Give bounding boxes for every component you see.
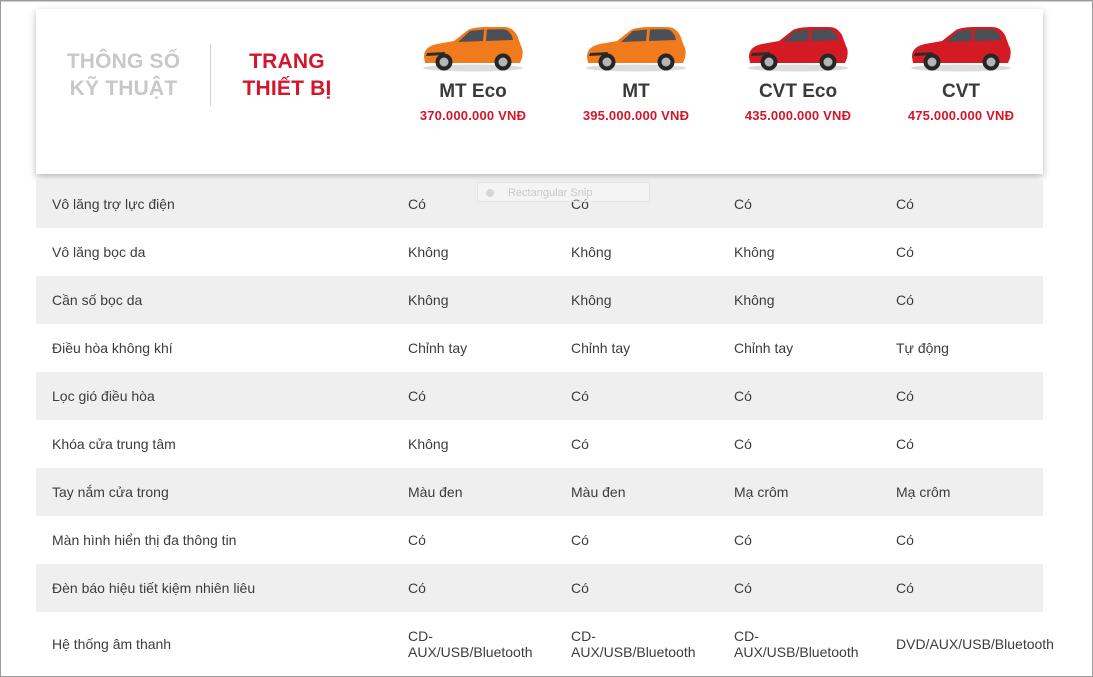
value-cvt-eco: Có [734,196,752,212]
value-mt: Không [571,292,612,308]
car-orange-icon [580,21,692,73]
value-cvt: Có [896,436,914,452]
value-mt-eco: Không [408,292,449,308]
car-red-icon [905,21,1017,73]
tab-equipment[interactable] [226,48,348,102]
value-cvt-eco: Có [734,532,752,548]
table-row [36,612,1054,676]
table-row [36,276,1043,324]
value-cvt: Mạ crôm [896,484,951,500]
value-mt: Màu đen [571,484,626,500]
value-cvt: DVD/AUX/USB/Bluetooth [896,636,1054,652]
top-border [1,1,1092,2]
value-mt: Không [571,244,612,260]
car-orange-icon [417,21,529,73]
snip-tooltip [477,182,650,202]
feature-label: Tay nắm cửa trong [52,484,169,500]
value-mt: Có [571,532,589,548]
variant-price: 370.000.000 VNĐ [419,108,527,123]
value-cvt-eco: Không [734,244,775,260]
value-cvt-eco: Không [734,292,775,308]
feature-label: Màn hình hiển thị đa thông tin [52,532,237,548]
value-mt-eco: Có [408,532,426,548]
value-mt: Có [571,436,589,452]
variant-cvt[interactable] [880,21,1042,124]
value-cvt: Có [896,580,914,596]
feature-label: Vô lăng trợ lực điện [52,196,175,212]
tab-equipment-line1: TRANG [249,50,325,73]
value-cvt: Có [896,196,914,212]
variant-price: 475.000.000 VNĐ [907,108,1015,123]
feature-label: Điều hòa không khí [52,340,173,356]
value-mt: Chỉnh tay [571,340,631,356]
value-cvt-eco: Có [734,580,752,596]
variant-price: 395.000.000 VNĐ [582,108,690,123]
feature-label: Cần số bọc da [52,292,143,308]
variant-name: CVT [942,81,980,102]
value-mt-eco: CD- AUX/USB/Bluetooth [408,628,533,660]
value-cvt: Có [896,292,914,308]
feature-label: Lọc gió điều hòa [52,388,155,404]
table-row [36,228,1043,276]
variant-cvt-eco[interactable] [717,21,879,124]
table-row [36,516,1043,564]
tab-specifications[interactable] [56,48,191,102]
value-mt: CD- AUX/USB/Bluetooth [571,628,696,660]
table-row [36,324,1043,372]
tab-specifications-line1: THÔNG SỐ [66,50,181,73]
value-cvt-eco: Có [734,388,752,404]
feature-label: Khóa cửa trung tâm [52,436,176,452]
value-mt: Có [571,580,589,596]
variant-name: CVT Eco [758,81,838,102]
feature-label: Đèn báo hiệu tiết kiệm nhiên liêu [52,580,256,596]
value-cvt: Tự động [896,340,949,356]
value-mt-eco: Có [408,580,426,596]
value-cvt: Có [896,532,914,548]
table-row [36,468,1043,516]
table-row [36,564,1043,612]
variant-price: 435.000.000 VNĐ [744,108,852,123]
value-cvt-eco: CD- AUX/USB/Bluetooth [734,628,859,660]
value-cvt-eco: Mạ crôm [734,484,789,500]
value-cvt: Có [896,244,914,260]
tab-equipment-line2: THIẾT BỊ [242,77,332,100]
equipment-table [36,180,1054,676]
variant-mt[interactable] [555,21,717,124]
value-mt-eco: Không [408,436,449,452]
value-mt: Có [571,388,589,404]
tab-divider [210,44,211,106]
variant-name: MT [622,81,650,102]
variant-mt-eco[interactable] [392,21,554,124]
value-mt-eco: Có [408,388,426,404]
value-mt-eco: Có [408,196,426,212]
tab-specifications-line2: KỸ THUẬT [69,77,178,100]
value-mt-eco: Màu đen [408,484,463,500]
comparison-header [36,9,1043,174]
value-mt: Có [571,196,589,212]
snip-tooltip-label: Rectangular Snip [508,187,593,199]
feature-label: Hệ thống âm thanh [52,636,172,652]
feature-label: Vô lăng bọc da [52,244,146,260]
table-row [36,372,1043,420]
value-mt-eco: Chỉnh tay [408,340,468,356]
value-cvt-eco: Chỉnh tay [734,340,794,356]
table-row [36,420,1043,468]
value-cvt: Có [896,388,914,404]
variant-name: MT Eco [439,81,507,102]
snip-tool-icon [486,189,494,197]
value-cvt-eco: Có [734,436,752,452]
value-mt-eco: Không [408,244,449,260]
car-red-icon [742,21,854,73]
